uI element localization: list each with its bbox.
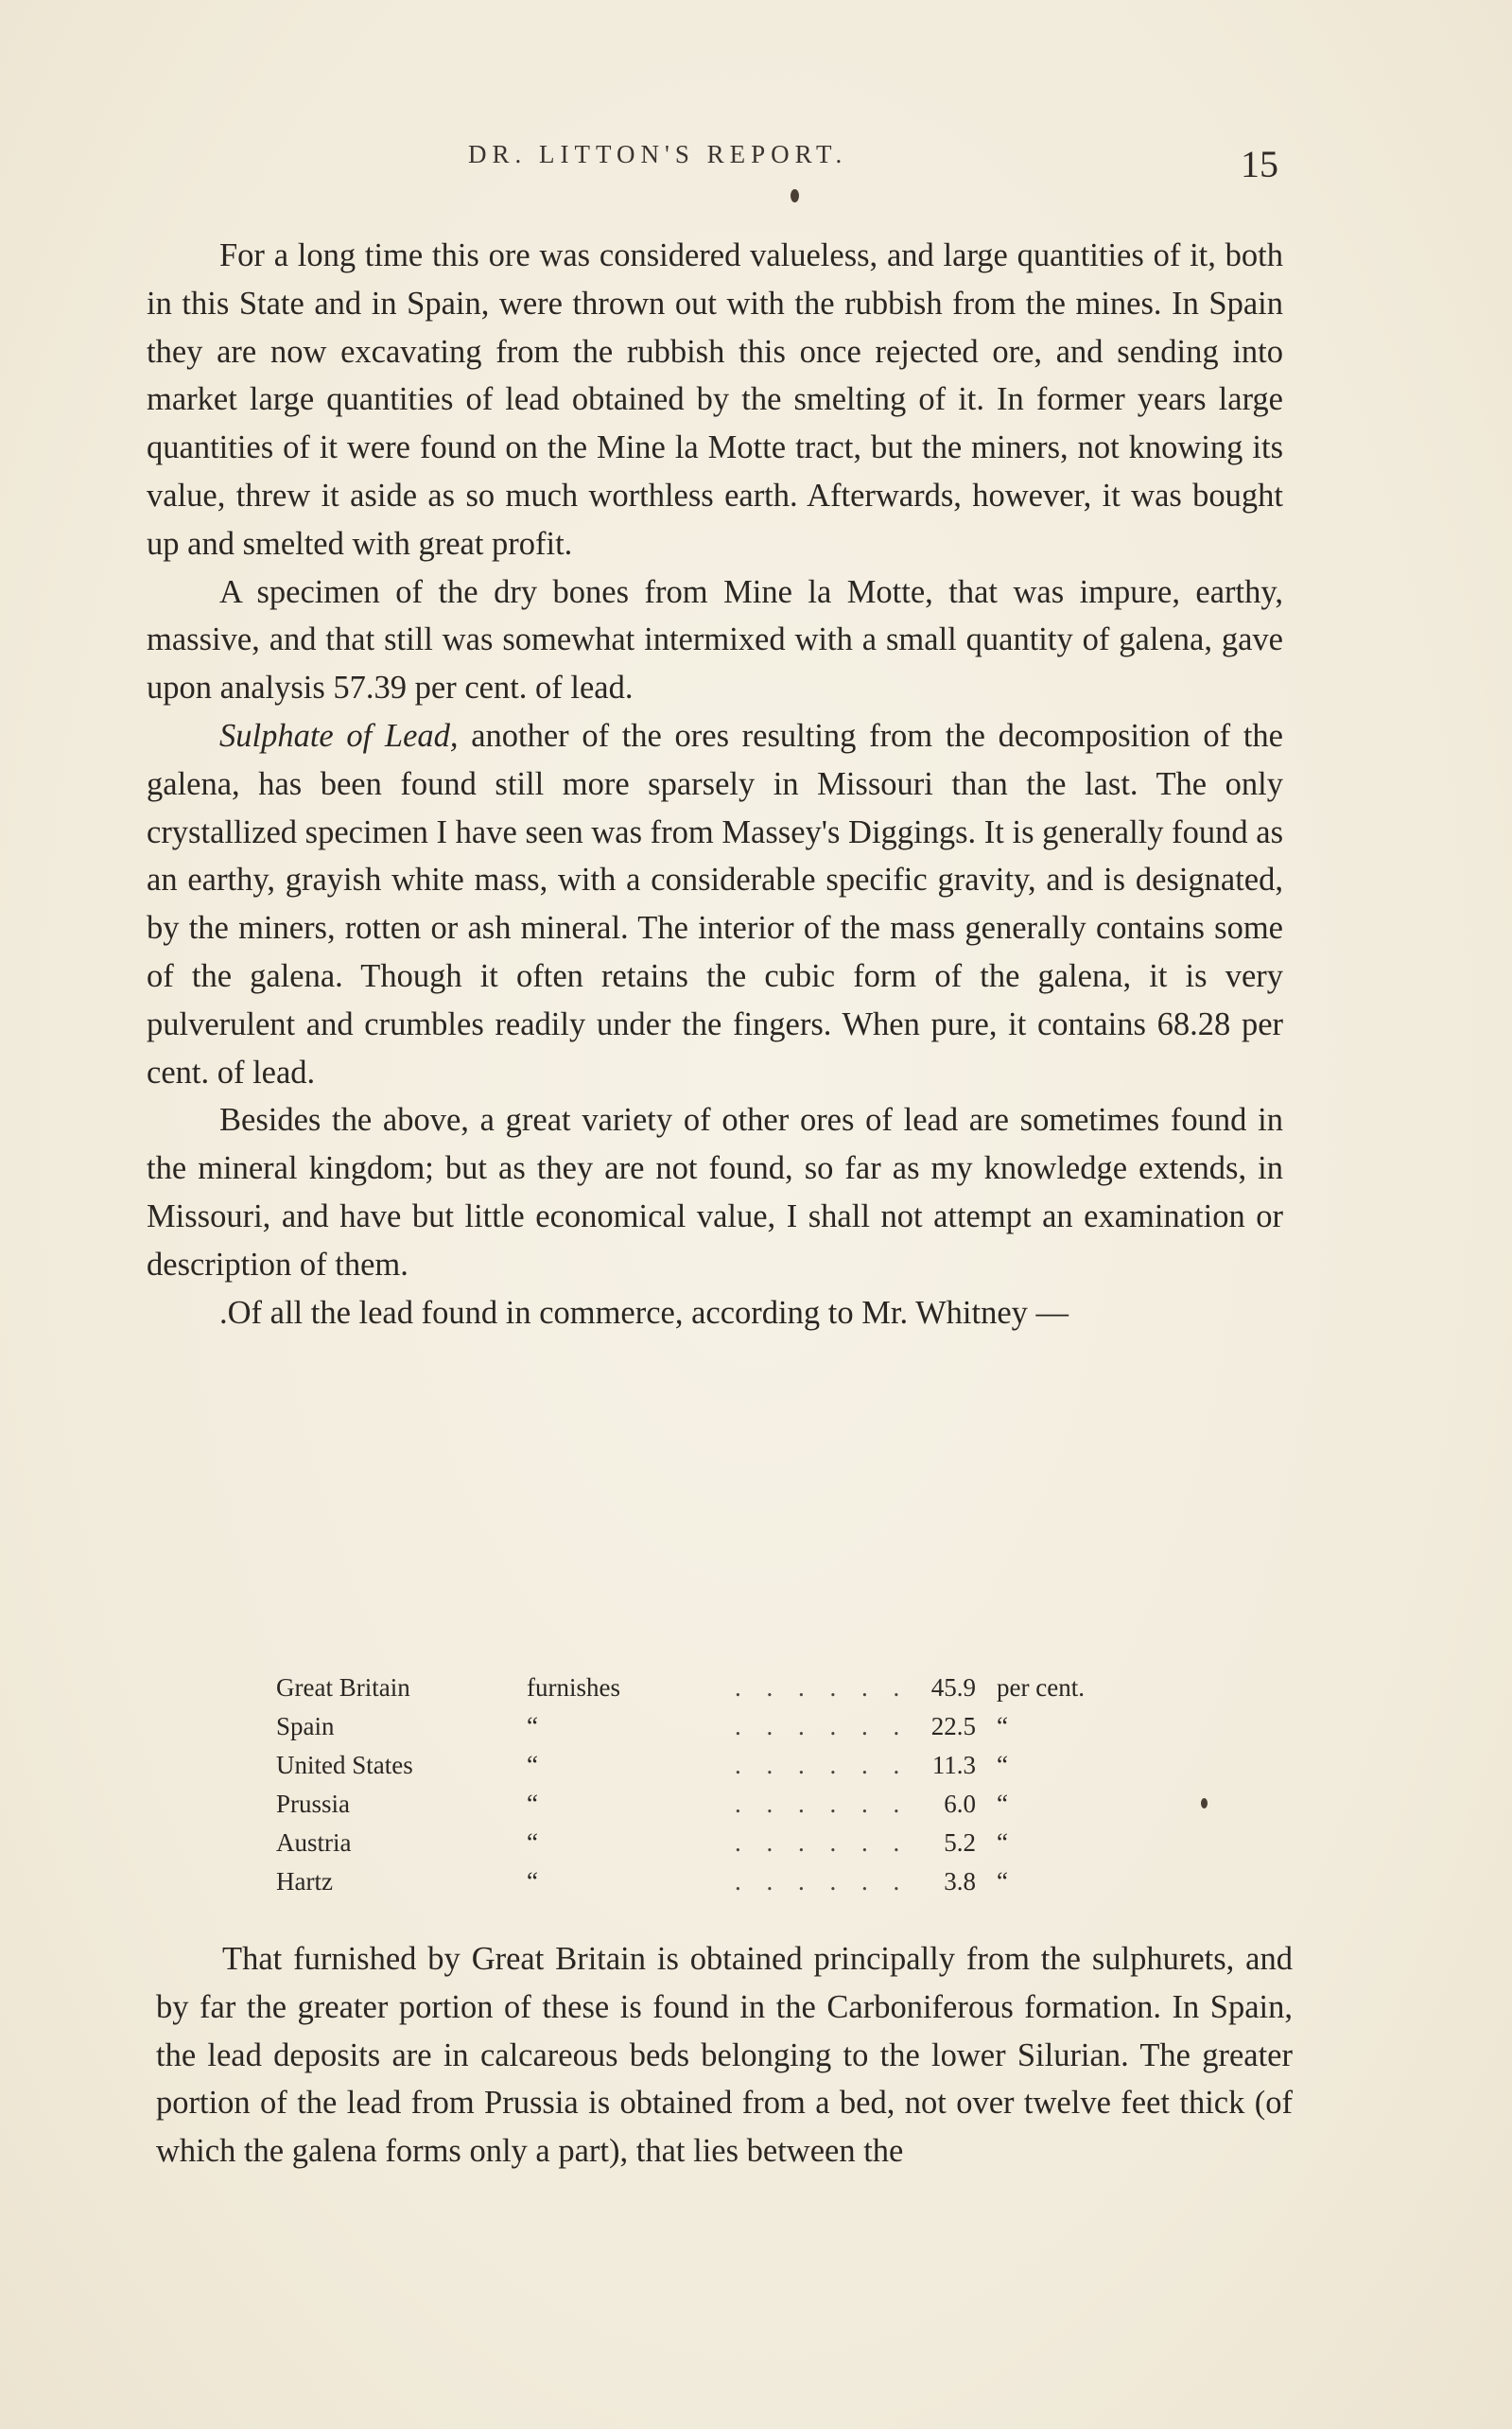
ditto-mark: “ bbox=[997, 1790, 1008, 1818]
paragraph-other-ores: Besides the above, a great variety of other ores of lead are sometimes found in the mineral kingdom; but as they are not found, so far as my knowledge extends, in Missouri, and have but little economical value, I shall not attempt an examination or description of them. bbox=[147, 1102, 1283, 1283]
ditto-mark: “ bbox=[997, 1751, 1008, 1779]
ink-speck bbox=[1201, 1798, 1208, 1809]
paragraph-ore-valueless: For a long time this ore was considered valueless, and large quantities of it, both in this State and in Spain, were thrown out with the rubbish from the mines. In Spain they are now excavating from the rubbish this once rejected ore, and sending into market large quantities of lead obtained by the smelting of it. In former years large quantities of it were found on the Mine la Motte tract, but the miners, not knowing its value, threw it aside as so much worthless earth. Afterwards, however, it was bought up and smelted with great profit. bbox=[147, 237, 1283, 562]
unit: per cent. bbox=[997, 1673, 1085, 1702]
paragraph-dry-bones-specimen: A specimen of the dry bones from Mine la Motte, that was impure, earthy, massive, and that still was somewhat intermixed with a small quantity of galena, gave upon analysis 57.39 per cent. of lead. bbox=[147, 573, 1283, 707]
table-row bbox=[276, 1824, 1203, 1862]
country-name: Austria bbox=[276, 1828, 352, 1857]
table-row bbox=[276, 1707, 1203, 1746]
running-head: DR. LITTON'S REPORT. bbox=[468, 140, 848, 168]
ditto-mark: “ bbox=[527, 1712, 538, 1740]
ditto-mark: “ bbox=[527, 1867, 538, 1896]
country-name: Prussia bbox=[276, 1790, 351, 1818]
percent-value: 5.2 bbox=[944, 1828, 976, 1857]
lead-production-table bbox=[276, 1669, 1203, 1901]
leader-dots: . . . . . . bbox=[735, 1712, 910, 1740]
page-number: 15 bbox=[1241, 143, 1278, 185]
body-text bbox=[147, 232, 1283, 1337]
leader-dots: . . . . . . bbox=[735, 1673, 910, 1702]
country-name: United States bbox=[276, 1751, 413, 1779]
ink-speck bbox=[791, 189, 799, 202]
percent-value: 3.8 bbox=[944, 1867, 976, 1896]
ditto-mark: “ bbox=[997, 1867, 1008, 1896]
ditto-mark: “ bbox=[527, 1828, 538, 1857]
percent-value: 11.3 bbox=[931, 1751, 976, 1779]
leader-dots: . . . . . . bbox=[735, 1790, 910, 1818]
ditto-mark: “ bbox=[997, 1712, 1008, 1740]
body-text-continued bbox=[156, 1935, 1293, 2176]
percent-value: 45.9 bbox=[930, 1673, 976, 1702]
country-name: Spain bbox=[276, 1712, 335, 1740]
ditto-mark: “ bbox=[527, 1790, 538, 1818]
paragraph-commerce-intro: .Of all the lead found in commerce, according to Mr. Whitney — bbox=[219, 1294, 1069, 1331]
percent-value: 22.5 bbox=[930, 1712, 976, 1740]
ditto-mark: “ bbox=[527, 1751, 538, 1779]
percent-value: 6.0 bbox=[944, 1790, 976, 1818]
leader-dots: . . . . . . bbox=[735, 1751, 910, 1779]
leader-dots: . . . . . . bbox=[735, 1828, 910, 1857]
country-name: Hartz bbox=[276, 1867, 333, 1896]
leader-dots: . . . . . . bbox=[735, 1867, 910, 1896]
sulphate-of-lead-text: another of the ores resulting from the decomposition of the galena, has been found still more sparsely in Missouri than the last. The only crystallized specimen I have seen was from Massey's Diggings. It is generally found as an earthy, grayish white mass, with a considerable specific gravity, and is designated, by the miners, rotten or ash mineral. The interior of the mass generally contains some of the galena. Though it often retains the cubic form of the galena, it is very pulverulent and crumbles readily under the fingers. When pure, it contains 68.28 per cent. of lead. bbox=[147, 717, 1283, 1091]
sulphate-of-lead-term: Sulphate of Lead, bbox=[219, 717, 459, 754]
table-row bbox=[276, 1862, 1203, 1901]
verb: furnishes bbox=[527, 1673, 620, 1702]
table-row bbox=[276, 1669, 1203, 1707]
paragraph-sulphate-of-lead bbox=[147, 712, 1283, 1096]
country-name: Great Britain bbox=[276, 1673, 410, 1702]
table-row bbox=[276, 1746, 1203, 1785]
table-row bbox=[276, 1785, 1203, 1824]
paragraph-great-britain-sulphurets: That furnished by Great Britain is obtained principally from the sulphurets, and by far the greater portion of these is found in the Carboniferous formation. In Spain, the lead deposits are in calcareous beds belonging to the lower Silurian. The greater portion of the lead from Prussia is obtained from a bed, not over twelve feet thick (of which the galena forms only a part), that lies between the bbox=[156, 1941, 1293, 2170]
ditto-mark: “ bbox=[997, 1828, 1008, 1857]
